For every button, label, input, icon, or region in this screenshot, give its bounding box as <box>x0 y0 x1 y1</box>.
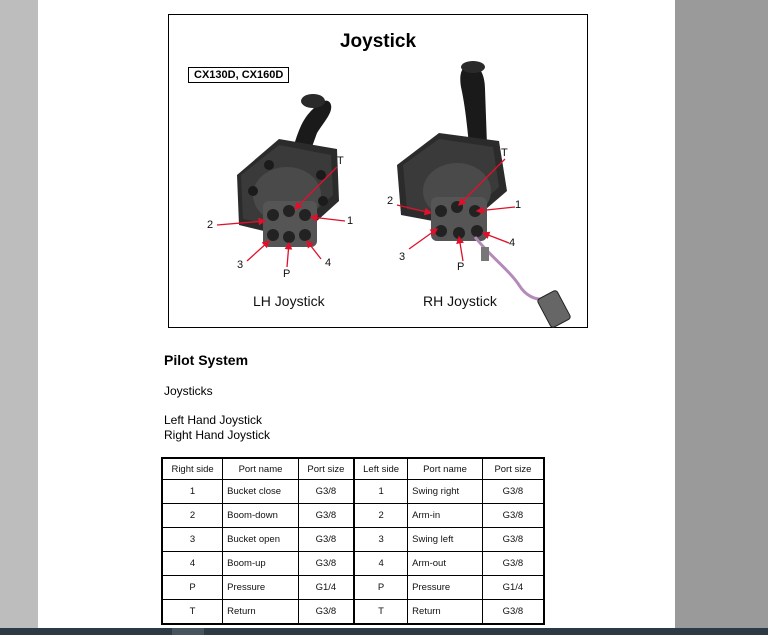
table-row <box>162 600 544 625</box>
table-cell: G1/4 <box>298 576 354 600</box>
header-cell: Port size <box>482 458 544 480</box>
table-cell: Arm-out <box>408 552 483 576</box>
table-cell: 2 <box>354 504 408 528</box>
table-cell: G3/8 <box>482 528 544 552</box>
rh-joystick-drawing <box>397 61 571 328</box>
table-cell: Swing right <box>408 480 483 504</box>
table-cell: Swing left <box>408 528 483 552</box>
header-cell: Port name <box>408 458 483 480</box>
lh-port-1-label: 1 <box>347 215 354 227</box>
rh-port-3-label: 3 <box>399 251 406 263</box>
lh-port-2-label: 2 <box>207 219 214 231</box>
header-cell: Port name <box>223 458 299 480</box>
document-page <box>38 0 675 628</box>
header-cell: Port size <box>298 458 354 480</box>
left-gutter <box>0 0 38 628</box>
rh-port-2-label: 2 <box>387 195 394 207</box>
table-cell: Boom-up <box>223 552 299 576</box>
lh-port-p-label: P <box>283 268 291 280</box>
table-cell: G3/8 <box>482 480 544 504</box>
table-cell: Bucket close <box>223 480 299 504</box>
table-row <box>162 576 544 600</box>
table-cell: T <box>354 600 408 625</box>
lh-port-3-label: 3 <box>237 259 244 271</box>
section-heading: Pilot System <box>164 352 249 368</box>
table-cell: 1 <box>162 480 223 504</box>
table-cell: 4 <box>354 552 408 576</box>
table-cell: G3/8 <box>298 600 354 625</box>
table-cell: Pressure <box>408 576 483 600</box>
joystick-figure <box>168 14 588 328</box>
header-cell: Right side <box>162 458 223 480</box>
table-cell: Boom-down <box>223 504 299 528</box>
figure-title: Joystick <box>339 31 417 52</box>
port-table <box>161 457 545 625</box>
table-cell: 3 <box>354 528 408 552</box>
table-cell: Return <box>223 600 299 625</box>
joystick-illustration <box>169 15 589 329</box>
table-row <box>162 480 544 504</box>
table-cell: G3/8 <box>298 528 354 552</box>
table-cell: 4 <box>162 552 223 576</box>
table-cell: Return <box>408 600 483 625</box>
table-cell: P <box>354 576 408 600</box>
table-cell: Bucket open <box>223 528 299 552</box>
table-cell: G3/8 <box>482 504 544 528</box>
table-cell: T <box>162 600 223 625</box>
taskbar <box>0 628 768 635</box>
table-cell: Arm-in <box>408 504 483 528</box>
table-cell: G3/8 <box>298 480 354 504</box>
rh-caption: RH Joystick <box>423 293 497 309</box>
table-row <box>162 504 544 528</box>
text-right-hand: Right Hand Joystick <box>164 428 271 442</box>
table-cell: P <box>162 576 223 600</box>
lh-port-4-label: 4 <box>325 257 332 269</box>
table-cell: 3 <box>162 528 223 552</box>
table-header-row <box>162 458 544 480</box>
lh-port-t-label: T <box>337 155 344 167</box>
rh-port-4-label: 4 <box>509 237 516 249</box>
table-cell: Pressure <box>223 576 299 600</box>
rh-port-t-label: T <box>501 147 508 159</box>
table-cell: G1/4 <box>482 576 544 600</box>
header-cell: Left side <box>354 458 408 480</box>
rh-port-p-label: P <box>457 261 465 273</box>
model-label: CX130D, CX160D <box>188 67 289 83</box>
table-row <box>162 528 544 552</box>
taskbar-button[interactable] <box>172 628 204 635</box>
lh-joystick-drawing <box>237 94 339 247</box>
table-cell: 1 <box>354 480 408 504</box>
table-cell: G3/8 <box>298 504 354 528</box>
lh-caption: LH Joystick <box>253 293 325 309</box>
table-cell: G3/8 <box>482 600 544 625</box>
section-subheading: Joysticks <box>164 384 213 398</box>
table-row <box>162 552 544 576</box>
table-cell: G3/8 <box>298 552 354 576</box>
table-cell: 2 <box>162 504 223 528</box>
table-cell: G3/8 <box>482 552 544 576</box>
rh-port-1-label: 1 <box>515 199 522 211</box>
text-left-hand: Left Hand Joystick <box>164 413 263 427</box>
